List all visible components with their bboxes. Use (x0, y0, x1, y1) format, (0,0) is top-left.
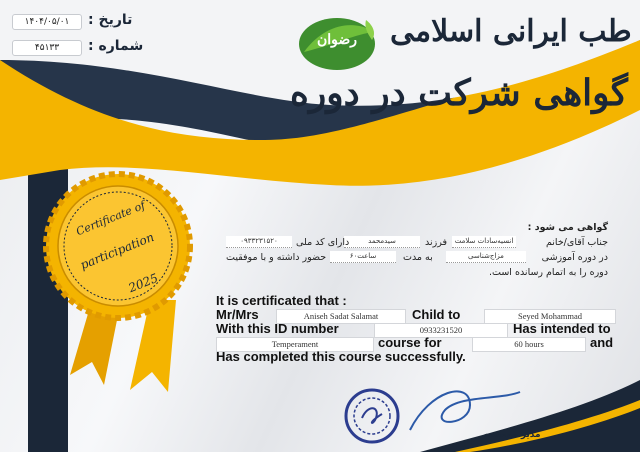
number-label: شماره : (88, 38, 144, 54)
fa-name: انسیه‌سادات سلامت (452, 236, 516, 248)
en-id: 0933231520 (374, 323, 508, 338)
fa-course: مزاج‌شناسی (446, 251, 526, 263)
fa-honorific: جناب آقای/خانم (545, 237, 608, 248)
fa-father: سیدمحمد (344, 236, 420, 248)
fa-duration-label: به مدت (403, 252, 433, 263)
badge-line2: participation (78, 229, 157, 273)
fa-duration: ۶۰ساعت (330, 251, 396, 263)
badge-line1: Certificate of (74, 198, 148, 239)
date-value: ۱۴۰۴/۰۵/۰۱ (12, 14, 82, 30)
en-father: Seyed Mohammad (484, 309, 616, 324)
en-name: Aniseh Sadat Salamat (276, 309, 406, 324)
en-line1: It is certificated that : (216, 293, 347, 308)
institute-logo (296, 12, 378, 74)
fa-id-label: دارای کد ملی (296, 237, 350, 248)
fa-child-of-label: فرزند (425, 237, 448, 248)
en-and: and (590, 335, 614, 350)
fa-intro: گواهی می شود : (527, 222, 608, 233)
en-intended: Has intended to (513, 321, 611, 336)
en-course: Temperament (216, 337, 374, 352)
fa-attended: حضور داشته و با موفقیت (226, 252, 327, 263)
en-completed: Has completed this course successfully. (216, 349, 466, 364)
fa-completed: دوره را به اتمام رسانده است. (489, 267, 608, 278)
en-id-label: With this ID number (216, 321, 339, 336)
title-line1: گواهی شرکت در دوره (290, 72, 628, 114)
date-label: تاریخ : (88, 12, 133, 28)
fa-course-prefix: در دوره آموزشی (541, 252, 608, 263)
title-line2: طب ایرانی اسلامی (390, 14, 632, 49)
fa-id: ۰۹۳۳۲۳۱۵۲۰ (226, 236, 292, 248)
badge-year: 2025 (126, 270, 161, 296)
logo-text: رضوان (316, 32, 358, 48)
en-child-to: Child to (412, 307, 461, 322)
en-course-for: course for (378, 335, 442, 350)
en-mr: Mr/Mrs (216, 307, 259, 322)
signature-label: مدیر موسسه (483, 430, 541, 440)
en-hours: 60 hours (472, 337, 586, 352)
number-value: ۴۵۱۳۳ (12, 40, 82, 56)
